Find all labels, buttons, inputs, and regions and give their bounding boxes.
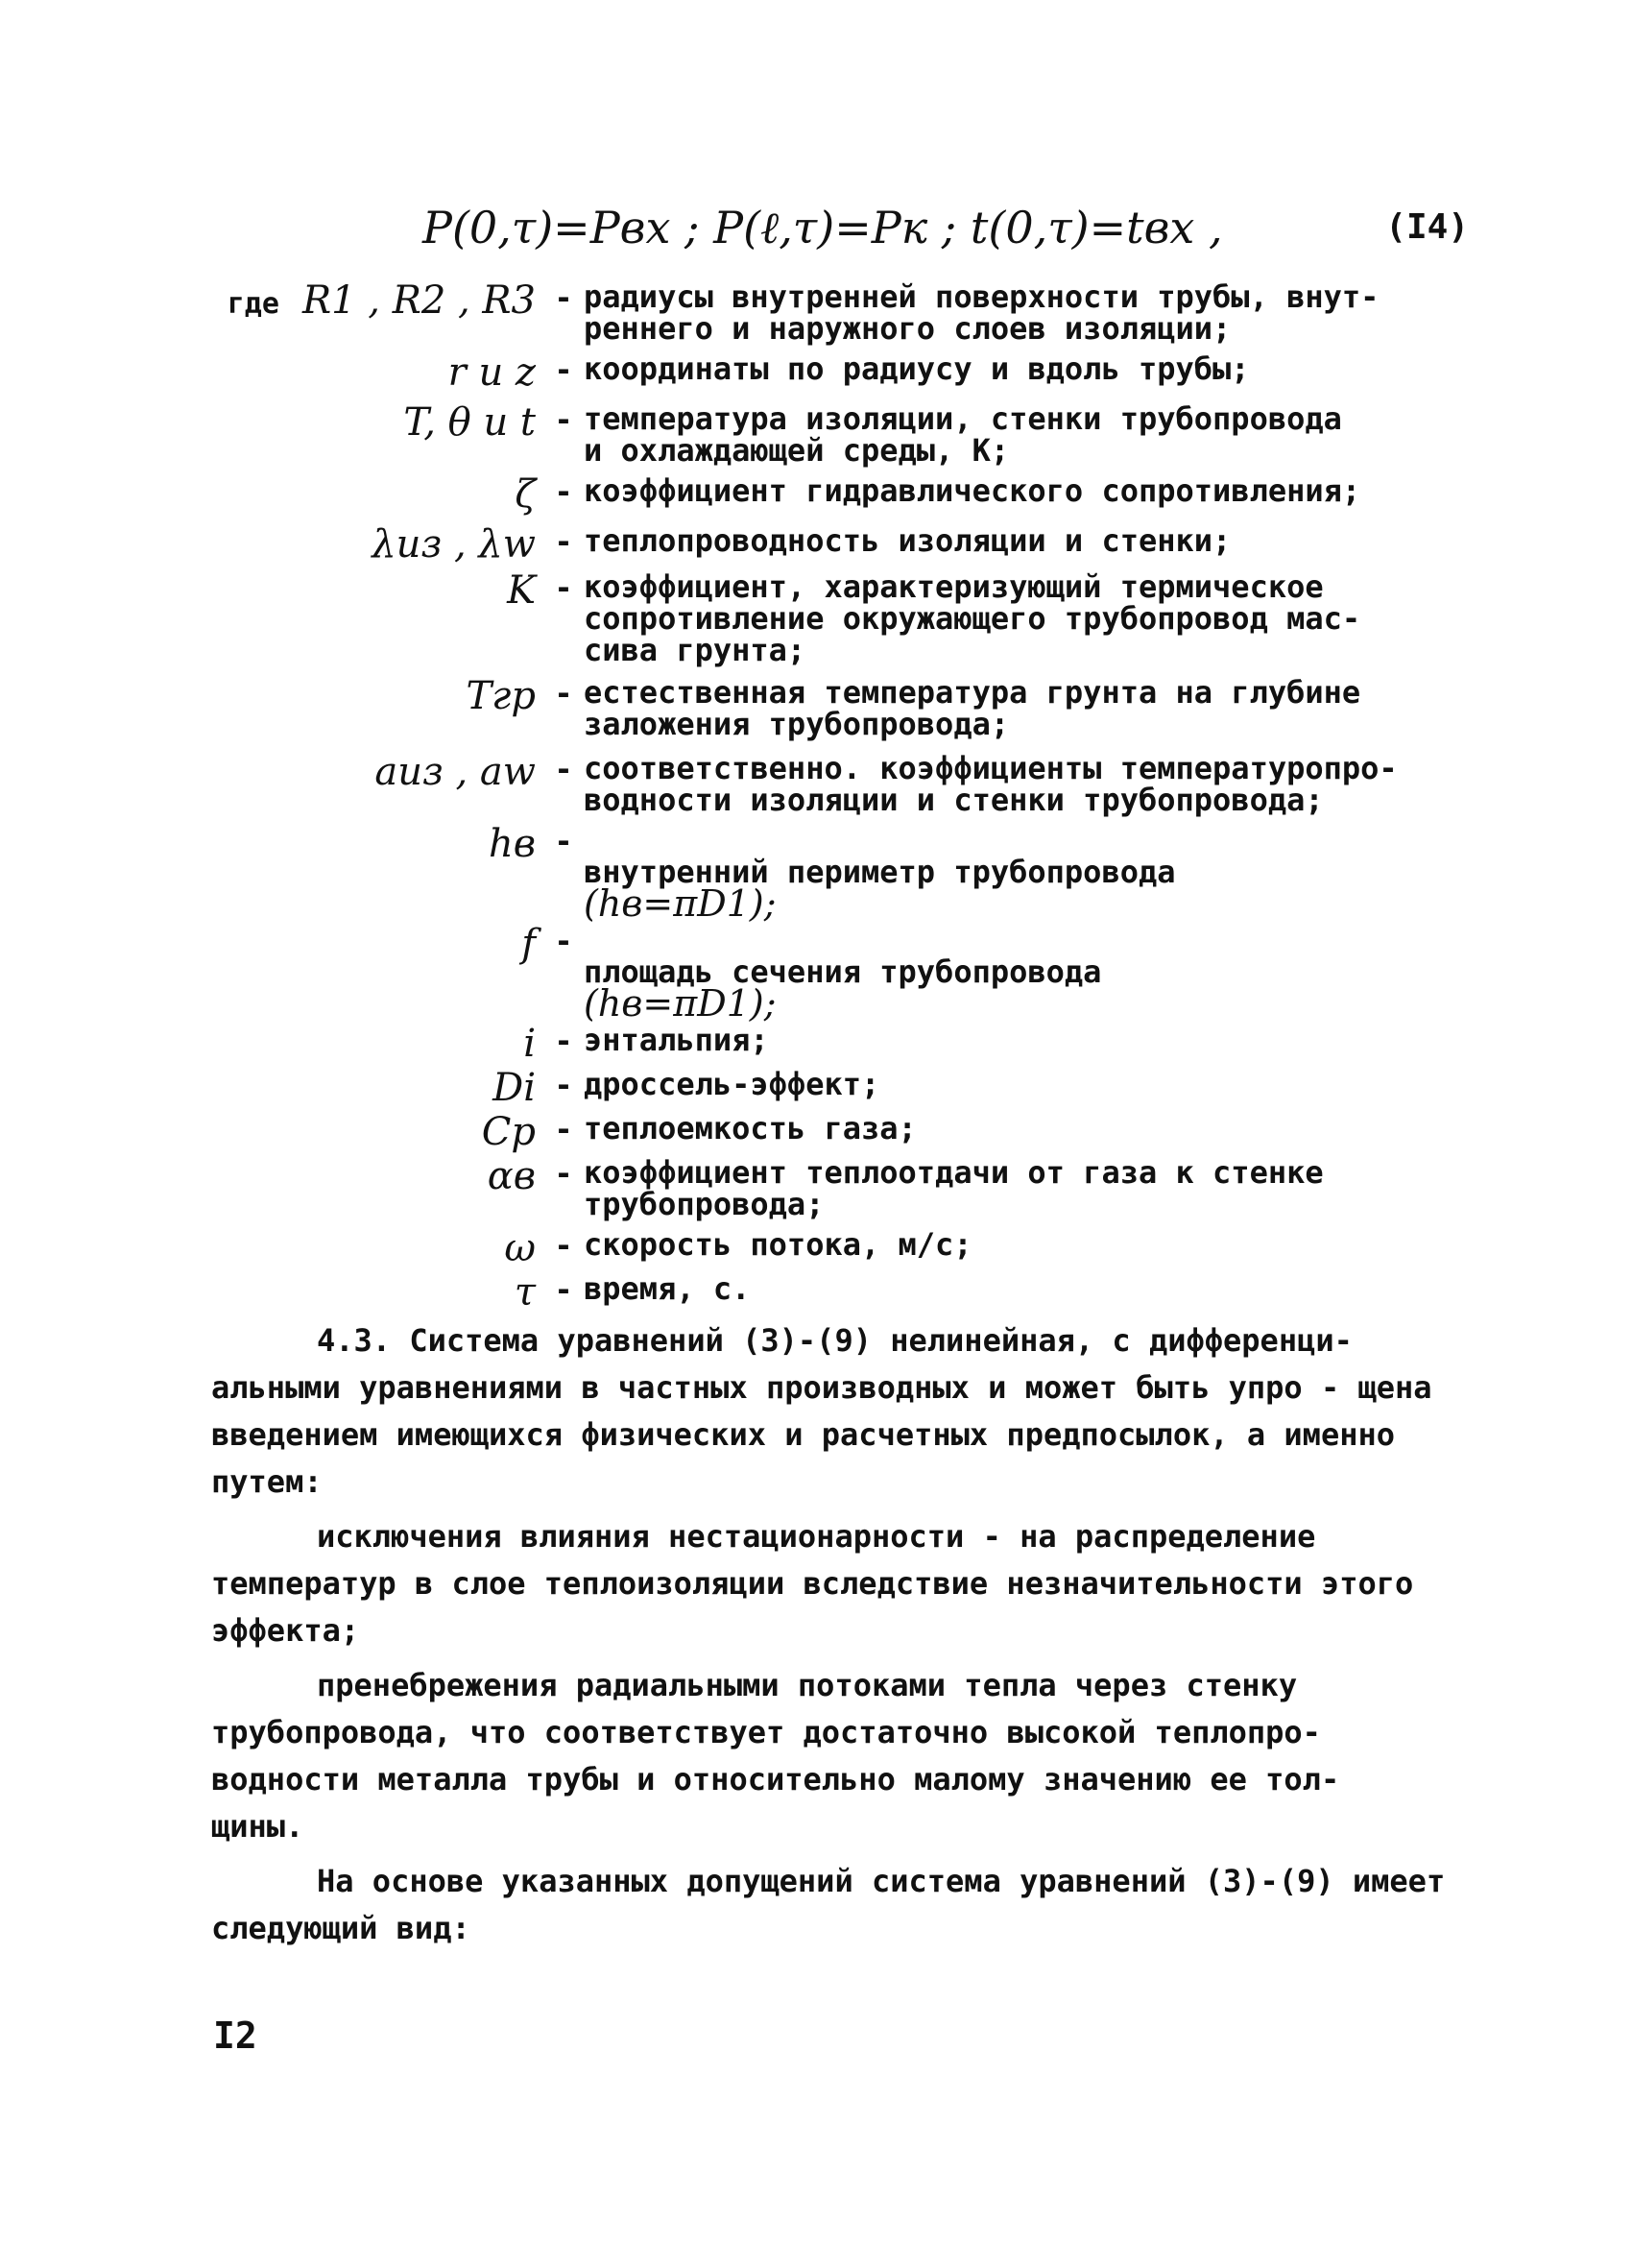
definition-symbol: aиз , aw	[374, 750, 536, 794]
definition-dash: -	[554, 279, 573, 316]
symbol-definitions-list	[211, 278, 1459, 1315]
definition-row	[211, 922, 1459, 1025]
definition-text: естественная температура грунта на глубине заложения трубопровода;	[584, 674, 1361, 742]
definition-dash: -	[554, 823, 573, 859]
formula-number: (I4)	[1385, 207, 1469, 247]
definition-dash: -	[554, 1111, 573, 1147]
definition-symbol: hв	[488, 822, 536, 866]
definition-dash: -	[554, 1067, 573, 1103]
definition-row	[211, 1154, 1459, 1220]
definition-dash: -	[554, 751, 573, 787]
paragraph: исключения влияния нестационарности - на распределение температур в слое теплоизоляции вследствие незначительности этого эффекта;	[211, 1518, 1414, 1649]
definition-row	[211, 1066, 1459, 1110]
definition-row	[211, 750, 1459, 816]
definition-text: внутренний периметр трубопровода (hв=πD1);	[584, 854, 1176, 925]
definition-text: коэффициент теплоотдачи от газа к стенке трубопровода;	[584, 1154, 1324, 1222]
definition-text: соответственно. коэффициенты температуропро- водности изоляции и стенки трубопровода;	[584, 750, 1398, 818]
definition-symbol: αв	[487, 1154, 536, 1198]
definition-symbol: i	[523, 1022, 536, 1066]
definition-symbol: f	[521, 922, 536, 966]
boundary-conditions-formula	[422, 194, 1469, 261]
definition-dash: -	[554, 1023, 573, 1059]
definition-text: время, с.	[584, 1270, 751, 1307]
definition-text: коэффициент, характеризующий термическое сопротивление окружающего трубопровод мас- сива грунта;	[584, 568, 1361, 668]
definition-row	[211, 472, 1459, 517]
definition-dash: -	[554, 1227, 573, 1264]
definition-dash: -	[554, 1155, 573, 1192]
definition-dash: -	[554, 923, 573, 959]
definition-note: (hв=πD1);	[584, 882, 777, 925]
definition-row	[211, 350, 1459, 395]
definition-text: площадь сечения трубопровода (hв=πD1);	[584, 953, 1102, 1025]
definition-row	[211, 568, 1459, 666]
definition-row	[211, 822, 1459, 925]
definition-symbol: K	[507, 568, 536, 613]
definition-symbol: r и z	[447, 350, 536, 395]
definition-symbol: где R1 , R2 , R3	[227, 278, 536, 323]
definition-row	[211, 522, 1459, 567]
definition-row	[211, 1226, 1459, 1270]
definition-text: температура изоляции, стенки трубопровода и охлаждающей среды, К;	[584, 400, 1342, 469]
definition-dash: -	[554, 351, 573, 388]
paragraph: На основе указанных допущений система уравнений (3)-(9) имеет следующий вид:	[211, 1863, 1446, 1946]
definition-text: коэффициент гидравлического сопротивления;	[584, 472, 1361, 509]
definition-dash: -	[554, 473, 573, 510]
definition-symbol: Tгр	[466, 674, 536, 718]
definition-row	[211, 400, 1459, 467]
definition-row	[211, 674, 1459, 740]
definition-text: радиусы внутренней поверхности трубы, внут- реннего и наружного слоев изоляции;	[584, 278, 1380, 347]
definition-text: скорость потока, м/с;	[584, 1226, 972, 1263]
definition-symbol: ω	[504, 1226, 536, 1270]
definition-symbol: Cp	[481, 1110, 536, 1154]
definition-text: теплоемкость газа;	[584, 1110, 917, 1146]
page-number: I2	[213, 2015, 257, 2057]
definition-text: координаты по радиусу и вдоль трубы;	[584, 350, 1250, 387]
paragraph: 4.3. Система уравнений (3)-(9) нелинейная, с дифференци- альными уравнениями в частных производных и может быть упро - щена введением имеющихся физических и расчетных предпосылок, а именно путем:	[211, 1322, 1432, 1500]
definition-text: энтальпия;	[584, 1022, 769, 1058]
definition-dash: -	[554, 1271, 573, 1308]
formula-expression: P(0,τ)=Pвх ; P(ℓ,τ)=Pк ; t(0,τ)=tвх ,	[422, 202, 1223, 253]
definition-row	[211, 1270, 1459, 1315]
definition-text: теплопроводность изоляции и стенки;	[584, 522, 1232, 559]
definition-dash: -	[554, 569, 573, 606]
definition-symbol: ζ	[515, 472, 536, 517]
definition-symbol: T, θ и t	[403, 400, 536, 445]
definition-symbol: τ	[514, 1270, 536, 1315]
paragraph: пренебрежения радиальными потоками тепла через стенку трубопровода, что соответствует достаточно высокой теплопро- водности металла трубы и относительно малому значению ее тол- щины.	[211, 1667, 1340, 1845]
definition-dash: -	[554, 675, 573, 712]
definition-dash: -	[554, 523, 573, 560]
body-text	[211, 1317, 1450, 1952]
definition-note: (hв=πD1);	[584, 982, 777, 1025]
definition-symbol: Di	[492, 1066, 536, 1110]
definition-dash: -	[554, 401, 573, 438]
definition-row	[211, 1110, 1459, 1154]
definition-symbol: λиз , λw	[372, 522, 536, 567]
definition-text: дроссель-эффект;	[584, 1066, 880, 1102]
definition-row	[211, 1022, 1459, 1066]
definition-row	[211, 278, 1459, 345]
